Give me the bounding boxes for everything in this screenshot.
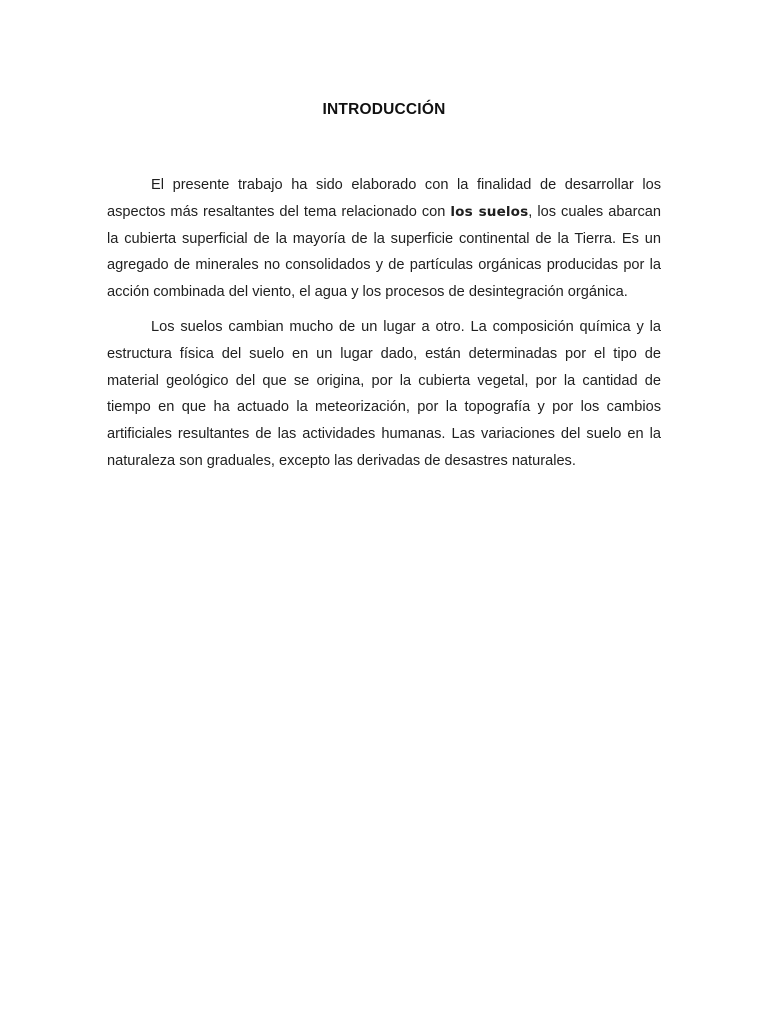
paragraph-1-text-end: , los cuales abarcan la cubierta superficial de la mayoría de la superficie continental de la Tierra. Es un agregado de minerales no consolidados y de partículas orgánicas producidas por la acción combinada del viento, el agua y los procesos de desintegración orgánica. <box>107 203 661 301</box>
paragraph-2: Los suelos cambian mucho de un lugar a otro. La composición química y la estructura física del suelo en un lugar dado, están determinadas por el tipo de material geológico del que se origina, por la cubierta vegetal, por la cantidad de tiempo en que ha actuado la meteorización, por la topografía y por los cambios artificiales resultantes de las actividades humanas. Las variaciones del suelo en la naturaleza son graduales, excepto las derivadas de desastres naturales. <box>107 318 661 469</box>
page-title: INTRODUCCIÓN <box>322 101 446 118</box>
paragraph-1 <box>107 172 661 306</box>
document-body <box>107 172 661 483</box>
emphasis-term: los suelos <box>450 203 529 220</box>
paragraph-1-text-start: El presente trabajo ha sido elaborado con la finalidad de desarrollar los aspectos más resaltantes del tema relacionado con <box>107 177 661 220</box>
